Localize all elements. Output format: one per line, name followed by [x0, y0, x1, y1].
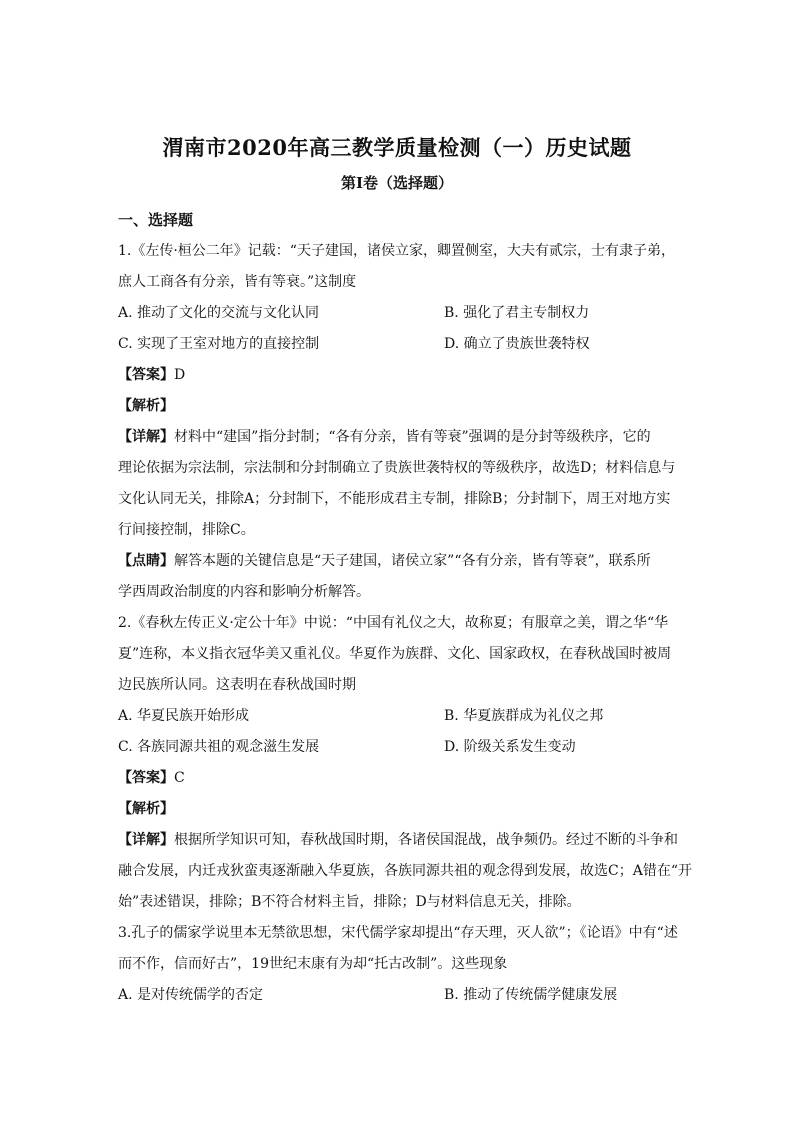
page-title: 渭南市2020年高三教学质量检测（一）历史试题 [162, 135, 632, 160]
question-1-option-a: A. 推动了文化的交流与文化认同 [118, 305, 320, 321]
section-heading: 一、选择题 [118, 211, 194, 229]
answer-value: D [174, 367, 186, 383]
analysis-tag: 【解析】 [118, 398, 174, 414]
question-2-stem-line: 边民族所认同。这表明在春秋战国时期 [118, 677, 356, 693]
comment-tag: 【点睛】 [118, 553, 174, 569]
question-1-options-row [118, 298, 678, 329]
question-1-detail-line: 理论依据为宗法制，宗法制和分封制确立了贵族世袭特权的等级秩序，故选D；材料信息与 [118, 460, 676, 476]
detail-text: 根据所学知识可知，春秋战国时期，各诸侯国混战，战争频仍。经过不断的斗争和 [174, 832, 678, 848]
document-body [118, 205, 692, 1011]
question-2-option-b: B. 华夏族群成为礼仪之邦 [444, 708, 604, 724]
question-2-stem-line: 2.《春秋左传正义·定公十年》中说：“中国有礼仪之大，故称夏；有服章之美，谓之华“华 [118, 615, 669, 631]
question-2-options-row [118, 701, 678, 732]
detail-tag: 【详解】 [118, 429, 174, 445]
question-1-comment-line: 学西周政治制度的内容和影响分析解答。 [118, 584, 370, 600]
question-3-option-b: B. 推动了传统儒学健康发展 [444, 987, 618, 1003]
question-1-stem-line: 庶人工商各有分亲，皆有等衰。”这制度 [118, 274, 357, 290]
answer-tag: 【答案】 [118, 367, 174, 383]
detail-tag: 【详解】 [118, 832, 174, 848]
question-3-stem-line: 3.孔子的儒家学说里本无禁欲思想，宋代儒学家却提出“存天理，灭人欲”；《论语》中有“述 [118, 925, 678, 941]
question-1-detail-line: 行间接控制，排除C。 [118, 522, 255, 538]
question-1-options-row [118, 329, 678, 360]
question-1-detail-line [118, 422, 678, 453]
detail-text: 材料中“建国”指分封制；“各有分亲，皆有等衰”强调的是分封等级秩序，它的 [174, 429, 651, 445]
question-1-option-d: D. 确立了贵族世袭特权 [444, 336, 590, 352]
page-subtitle: 第I卷（选择题） [340, 174, 454, 192]
answer-value: C [174, 770, 185, 786]
question-1-option-c: C. 实现了王室对地方的直接控制 [118, 336, 320, 352]
question-2-option-c: C. 各族同源共祖的观念滋生发展 [118, 739, 320, 755]
question-2-options-row [118, 732, 678, 763]
question-3-stem-line: 而不作，信而好古”，19世纪末康有为却“托古改制”。这些现象 [118, 956, 508, 972]
question-2-option-a: A. 华夏民族开始形成 [118, 708, 250, 724]
analysis-tag: 【解析】 [118, 801, 174, 817]
comment-text: 解答本题的关键信息是“天子建国，诸侯立家”“各有分亲，皆有等衰”，联系所 [174, 553, 651, 569]
question-2-detail-line: 融合发展，内迁戎狄蛮夷逐渐融入华夏族，各族同源共祖的观念得到发展，故选C；A错在“开 [118, 863, 692, 879]
question-3-options-row [118, 980, 678, 1011]
question-1-detail-line: 文化认同无关，排除A；分封制下，不能形成君主专制，排除B；分封制下，周王对地方实 [118, 491, 671, 507]
question-1-option-b: B. 强化了君主专制权力 [444, 305, 590, 321]
question-2-option-d: D. 阶级关系发生变动 [444, 739, 576, 755]
question-2-detail-line: 始”表述错误，排除；B不符合材料主旨，排除；D与材料信息无关，排除。 [118, 894, 581, 910]
answer-tag: 【答案】 [118, 770, 174, 786]
question-1-answer [118, 360, 678, 391]
question-2-detail-line [118, 825, 678, 856]
question-3-option-a: A. 是对传统儒学的否定 [118, 987, 264, 1003]
question-1-stem-line: 1.《左传·桓公二年》记载：“天子建国，诸侯立家，卿置侧室，大夫有贰宗，士有隶子弟， [118, 243, 675, 259]
question-2-stem-line: 夏”连称，本义指衣冠华美又重礼仪。华夏作为族群、文化、国家政权，在春秋战国时被周 [118, 646, 672, 662]
question-1-comment-line [118, 546, 678, 577]
question-2-answer [118, 763, 678, 794]
